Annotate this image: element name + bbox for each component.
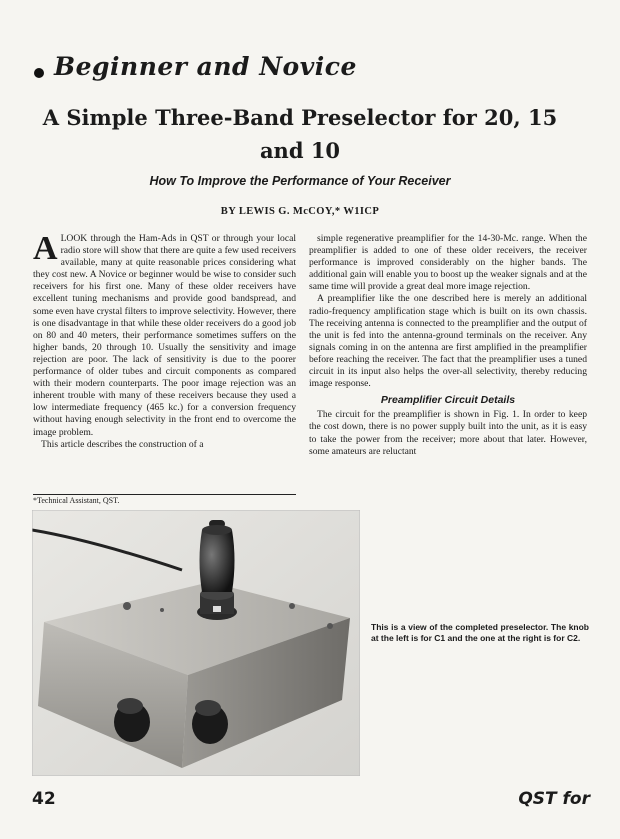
left-column (33, 230, 296, 451)
paragraph (33, 230, 296, 439)
page-number: 42 (32, 789, 56, 809)
article-title: A Simple Three-Band Preselector for 20, 15 and 10 (42, 105, 558, 163)
column-header (34, 52, 594, 92)
drop-cap: A (33, 230, 58, 267)
paragraph: This article describes the construction of a (41, 438, 204, 450)
preselector-photo (32, 510, 360, 776)
paragraph-text: LOOK through the Ham-Ads in QST or through your local radio store will show that there are quite a few used receivers available, many at quite reasonable prices considering what they cost new. A Novice or beginner would be wise to consider such receivers for his first one. Many of these older receivers have excellent tuning mechanisms and provide good bandspread, and some even have crystal filters to improve selectivity. However, there is one disadvantage in that while these older receivers do a good job on 80 and 40 meters, their performance sometimes suffers on the higher bands, 20 through 10. Usually the sensitivity and image rejection are poor. The lack of sensitivity is due to the poorer performance of older tubes and circuit components as compared with their modern counterparts. The poor image rejection was an inherent trouble with many of these receivers because they used a low intermediate frequency (465 kc.) for a conversion frequency without having enough selectivity in the front end to overcome the image problem. (33, 233, 296, 438)
byline: BY LEWIS G. McCOY,* W1ICP (220, 206, 380, 217)
paragraph: A preamplifier like the one described here is merely an additional radio-frequency amplification stage which is built on its own chassis. The receiving antenna is connected to the preamplifier and the output of the unit is fed into the antenna-ground terminals on the receiver. Any signals coming in on the antenna are first amplified in the preamplifier before reaching the receiver. The fact that the preamplifier uses a tuned circuit in its input also helps the over-all selectivity, thereby reducing image response. (309, 293, 587, 390)
column-name: Beginner and Novice (54, 52, 357, 81)
bullet-icon (34, 68, 44, 78)
paragraph: simple regenerative preamplifier for the 14-30-Mc. range. When the preamplifier is added to one of these older receivers, the receiver performance is improved considerably on the higher bands. The additional gain will enable you to boost up the weaker signals and at the same time will provide a great deal more image rejection. (309, 233, 587, 293)
photo-caption: This is a view of the completed preselector. The knob at the left is for C1 and the one at the right is for C2. (371, 622, 589, 643)
section-subheading: Preamplifier Circuit Details (380, 394, 516, 407)
right-column (309, 233, 587, 458)
article-subtitle: How To Improve the Performance of Your Receiver (149, 174, 451, 188)
footnote: *Technical Assistant, QST. (33, 494, 296, 505)
journal-title: QST for (518, 789, 590, 809)
paragraph: The circuit for the preamplifier is shown in Fig. 1. In order to keep the cost down, there is no power supply built into the unit, as it is easy to take the power from the receiver; more about that later. However, some amateurs are reluctant (309, 409, 587, 457)
